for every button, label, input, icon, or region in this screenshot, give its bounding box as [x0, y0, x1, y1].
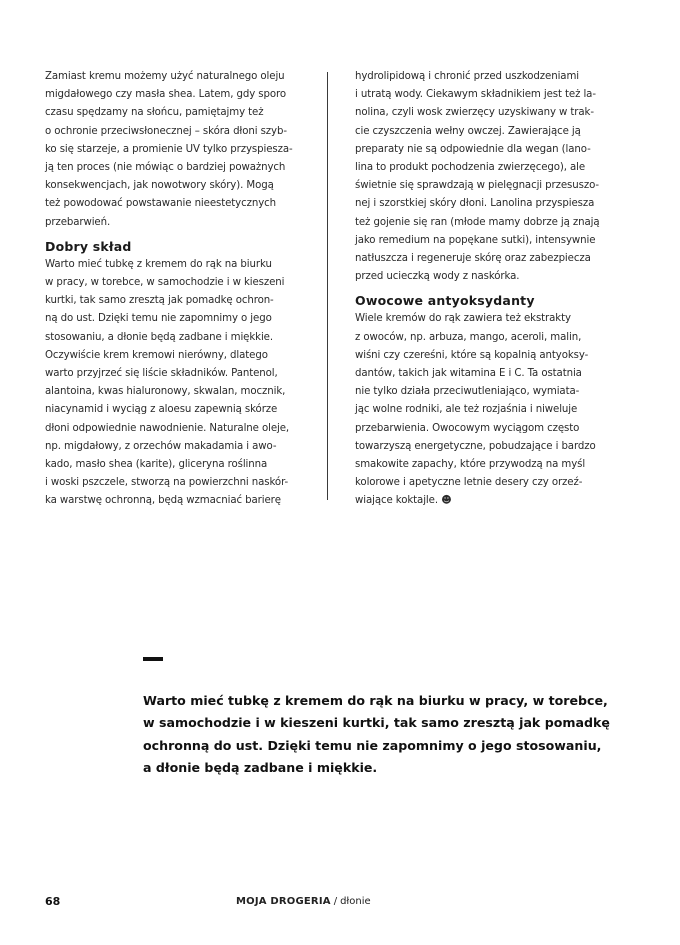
text-line: nej i szorstkiej skóry dłoni. Lanolina przyspiesza [355, 198, 595, 210]
text-line: ną do ust. Dzięki temu nie zapomnimy o jego [45, 313, 272, 325]
text-line: natłuszcza i regeneruje skórę oraz zabezpiecza [355, 253, 591, 265]
text-line: lina to produkt pochodzenia zwierzęcego), ale [355, 162, 586, 174]
text-line: wiśni czy czereśni, które są kopalnią antyoksy- [355, 349, 589, 361]
text-line: migdałowego czy masła shea. Latem, gdy sporo [45, 89, 287, 101]
text-line: z owoców, np. arbuza, mango, aceroli, malin, [355, 331, 582, 343]
pull-quote-line: a dłonie będą zadbane i miękkie. [143, 759, 378, 775]
text-line: Zamiast kremu możemy użyć naturalnego oleju [45, 71, 285, 82]
text-line: alantoina, kwas hialuronowy, skwalan, mocznik, [45, 386, 286, 398]
text-line: przebarwień. [45, 216, 111, 228]
text-line: ko się starzeje, a promienie UV tylko przyspiesza- [45, 143, 293, 155]
text-line: hydrolipidową i chronić przed uszkodzeniami [355, 71, 579, 82]
text-line: w pracy, w torebce, w samochodzie i w kieszeni [45, 277, 285, 289]
text-line: Oczywiście krem kremowi nierówny, dlatego [45, 349, 268, 361]
text-line: kolorowe i apetyczne letnie desery czy orzeź- [355, 477, 583, 489]
text-line: i woski pszczele, stworzą na powierzchni naskór- [45, 477, 289, 489]
text-line: też powodować powstawanie nieestetycznych [45, 198, 276, 210]
text-line: ka warstwę ochronną, będą wzmacniać barierę [45, 495, 281, 507]
page-number: 68 [45, 895, 61, 908]
intro-paragraph [45, 68, 301, 232]
text-line: świetnie się sprawdzają w pielęgnacji przesuszo- [355, 180, 599, 192]
text-line: dantów, takich jak witamina E i C. Ta ostatnia [355, 368, 582, 380]
text-line: przed ucieczką wody z naskórka. [355, 271, 520, 283]
magazine-name: MOJA DROGERIA [236, 896, 331, 907]
text-line: Wiele kremów do rąk zawiera też ekstrakty [355, 313, 571, 325]
owocowe-antyoksydanty-paragraph [355, 310, 611, 510]
text-line: stosowaniu, a dłonie będą zadbane i miękkie. [45, 331, 273, 343]
section-name: dłonie [340, 896, 371, 907]
pull-quote-mark [143, 657, 163, 661]
text-line: jąc wolne rodniki, ale też rozjaśnia i niweluje [355, 404, 578, 416]
text-line: kado, masło shea (karite), gliceryna roślinna [45, 459, 268, 471]
text-line: towarzyszą energetyczne, pobudzające i bardzo [355, 440, 596, 452]
text-line: i utratą wody. Ciekawym składnikiem jest też la- [355, 89, 596, 101]
pull-quote-line: Warto mieć tubkę z kremem do rąk na biurku w pracy, w torebce, [143, 693, 608, 708]
column-divider [327, 72, 328, 500]
dobry-sklad-paragraph [45, 256, 301, 511]
section-heading-dobry-sklad: Dobry skład [45, 238, 132, 254]
text-line: nolina, czyli wosk zwierzęcy uzyskiwany w trak- [355, 107, 594, 119]
text-line: przebarwienia. Owocowym wyciągom często [355, 422, 580, 434]
text-line: też gojenie się ran (młode mamy dobrze ją znają [355, 216, 600, 228]
text-line: jako remedium na popękane sutki), intensywnie [355, 234, 596, 246]
continued-paragraph [355, 68, 611, 286]
pull-quote-line: w samochodzie i w kieszeni kurtki, tak samo zresztą jak pomadkę [143, 715, 610, 731]
pull-quote [143, 690, 610, 779]
text-line: warto przyjrzeć się liście składników. Pantenol, [45, 368, 278, 380]
text-line: czasu spędzamy na słońcu, pamiętajmy też [45, 107, 264, 119]
text-line: preparaty nie są odpowiednie dla wegan (lano- [355, 143, 591, 155]
text-line: wiające koktajle. ☻ [355, 495, 452, 507]
footer-separator: / [333, 896, 338, 907]
section-heading-owocowe-antyoksydanty: Owocowe antyoksydanty [355, 293, 535, 309]
text-line: niacynamid i wyciąg z aloesu zapewnią skórze [45, 404, 278, 416]
pull-quote-line: ochronną do ust. Dzięki temu nie zapomnimy o jego stosowaniu, [143, 737, 602, 753]
text-line: dłoni odpowiednie nawodnienie. Naturalne oleje, [45, 422, 290, 434]
text-line: Warto mieć tubkę z kremem do rąk na biurku [45, 258, 272, 270]
running-footer [236, 896, 371, 907]
right-column [355, 68, 611, 511]
text-line: kurtki, tak samo zresztą jak pomadkę ochron- [45, 295, 274, 307]
text-line: cie czyszczenia wełny owczej. Zawierające ją [355, 125, 581, 137]
text-line: np. migdałowy, z orzechów makadamia i awo- [45, 440, 277, 452]
text-line: nie tylko działa przeciwutleniająco, wymiata- [355, 386, 580, 398]
text-line: smakowite zapachy, które przywodzą na myśl [355, 459, 586, 471]
text-line: konsekwencjach, jak nowotwory skóry). Mogą [45, 180, 274, 192]
text-line: o ochronie przeciwsłonecznej – skóra dłoni szyb- [45, 125, 287, 137]
text-line: ją ten proces (nie mówiąc o bardziej poważnych [45, 162, 286, 174]
left-column [45, 68, 301, 511]
